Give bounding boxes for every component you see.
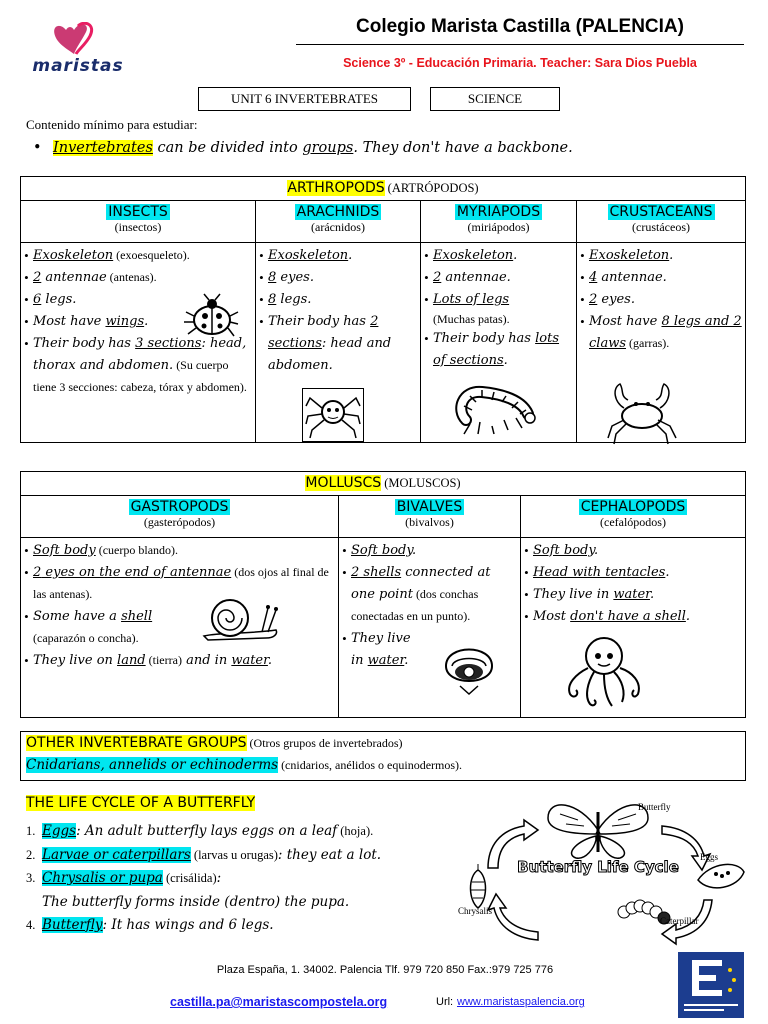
- unit-label: UNIT 6 INVERTEBRATES: [198, 87, 411, 111]
- fact-text-es: (Su cuerpo tiene 3 secciones: cabeza, tórax y abdomen).: [33, 358, 247, 394]
- list-item: [580, 289, 742, 311]
- fact-term: 6: [33, 292, 42, 307]
- fact-text: .: [503, 353, 508, 368]
- list-item: [24, 245, 252, 267]
- step-text-es: (larvas u orugas): [190, 847, 278, 862]
- label-chrysalis: Chrysalis: [458, 906, 493, 916]
- school-title: Colegio Marista Castilla (PALENCIA): [356, 16, 684, 37]
- footer-address: Plaza España, 1. 34002. Palencia Tlf. 979 720 850 Fax.:979 725 776: [216, 964, 554, 976]
- intro-term: Invertebrates: [53, 140, 153, 156]
- subject-label: SCIENCE: [430, 87, 560, 111]
- fact-text-es: (caparazón o concha).: [33, 631, 139, 645]
- fact-text: .: [144, 314, 149, 329]
- list-item: [524, 562, 742, 584]
- list-item: [259, 267, 417, 289]
- list-item: [580, 245, 742, 267]
- myriapods-header: [421, 201, 577, 243]
- list-item: [524, 540, 742, 562]
- fact-text: .: [685, 609, 690, 624]
- fact-text: Their body has: [33, 336, 136, 351]
- fact-text: .: [267, 653, 273, 668]
- myriapods-name-es: (miriápodos): [467, 220, 530, 234]
- fact-term: Exoskeleton: [268, 248, 349, 263]
- fact-term: 2: [33, 270, 42, 285]
- step-text: The butterfly forms inside (dentro) the pupa.: [42, 893, 350, 910]
- step-term: Eggs: [42, 823, 77, 839]
- molluscs-title-es: (MOLUSCOS): [384, 476, 461, 490]
- crab-icon: [606, 378, 678, 446]
- fact-text: eyes.: [597, 292, 635, 307]
- list-item: [424, 245, 573, 267]
- list-item: [26, 820, 381, 844]
- fact-text: antennae.: [441, 270, 511, 285]
- step-term: Chrysalis or pupa: [42, 870, 163, 886]
- step-text: : An adult butterfly lays eggs on a leaf: [76, 823, 338, 839]
- fact-text: .: [348, 248, 353, 263]
- list-item: [580, 311, 742, 355]
- step-number: 4.: [26, 918, 36, 932]
- insects-name: INSECTS: [108, 204, 168, 220]
- fact-text: .: [513, 248, 518, 263]
- intro-mid: can be divided into: [152, 140, 303, 156]
- fact-term: wings: [105, 314, 145, 329]
- fact-term: 2: [589, 292, 598, 307]
- bivalves-name: BIVALVES: [396, 499, 463, 515]
- life-cycle-title: THE LIFE CYCLE OF A BUTTERFLY: [26, 795, 256, 811]
- other-groups-heading: [26, 735, 403, 751]
- step-number: 1.: [26, 824, 36, 838]
- fact-term: Lots of legs: [433, 292, 510, 307]
- fact-text: (exoesqueleto).: [113, 248, 190, 262]
- fact-text: They live in: [533, 587, 614, 602]
- heart-logo-icon: [28, 22, 128, 58]
- list-item: [26, 844, 381, 868]
- fact-term: Soft body: [533, 543, 594, 558]
- footer-email-link[interactable]: castilla.pa@maristascompostela.org: [170, 995, 388, 1009]
- other-groups-title-es: (Otros grupos de invertebrados): [246, 736, 403, 750]
- logo-text: maristas: [32, 56, 124, 76]
- fact-text-es: (Muchas patas).: [433, 312, 510, 326]
- fact-term: land: [117, 653, 146, 668]
- list-item: [24, 540, 335, 562]
- leaf-eggs-icon: [698, 864, 744, 887]
- list-item: [24, 606, 174, 650]
- insects-facts: [21, 243, 256, 443]
- fact-text: Their body has: [268, 314, 371, 329]
- list-item: [24, 267, 252, 289]
- fact-text: .: [594, 543, 599, 558]
- maristas-logo: [28, 22, 128, 82]
- chrysalis-icon: [471, 864, 486, 908]
- fact-text: .: [669, 248, 674, 263]
- list-item: [259, 245, 417, 267]
- gastropods-header: [21, 496, 339, 538]
- arachnids-name-es: (arácnidos): [311, 220, 365, 234]
- fact-term: 3 sections: [135, 336, 202, 351]
- snail-icon: [200, 590, 280, 642]
- excellence-badge: [678, 952, 744, 1018]
- list-item: [342, 628, 412, 672]
- bivalves-header: [339, 496, 521, 538]
- min-content-heading: Contenido mínimo para estudiar:: [26, 117, 198, 132]
- insects-name-es: (insectos): [114, 220, 162, 234]
- fact-text: Some have a: [33, 609, 122, 624]
- fact-term: shell: [121, 609, 153, 624]
- list-item: [524, 584, 742, 606]
- fact-text: They live on: [33, 653, 118, 668]
- bivalves-name-es: (bivalvos): [405, 515, 454, 529]
- list-item: [24, 333, 252, 399]
- fact-text-es: (cuerpo blando).: [95, 543, 179, 557]
- arthropods-header: [21, 177, 746, 201]
- excellence-e-icon: [678, 952, 744, 1018]
- list-item: [26, 914, 381, 938]
- list-item: [424, 267, 573, 289]
- other-groups-list: [26, 757, 462, 773]
- list-item: [259, 289, 417, 311]
- fact-text-es: (garras).: [626, 336, 670, 350]
- fact-term: Exoskeleton: [589, 248, 670, 263]
- octopus-icon: [560, 634, 648, 710]
- list-item: [26, 867, 381, 891]
- list-item: [580, 267, 742, 289]
- fact-term: Exoskeleton: [433, 248, 514, 263]
- fact-term: water: [231, 653, 268, 668]
- header-divider: [296, 44, 744, 45]
- bullet: •: [33, 140, 42, 156]
- crustaceans-header: [577, 201, 746, 243]
- label-caterpillar: Caterpillar: [660, 916, 699, 926]
- centipede-icon: [452, 380, 538, 436]
- fact-term: 2 sections: [268, 314, 379, 351]
- diagram-center-title: Butterfly Life Cycle: [517, 858, 679, 876]
- gastropods-name: GASTROPODS: [130, 499, 229, 515]
- fact-text: : head and abdomen.: [268, 336, 392, 373]
- fact-term: 2 shells: [351, 565, 402, 580]
- clam-icon: [440, 636, 498, 696]
- fact-text-es: (dos conchas conectadas en un punto).: [351, 587, 479, 623]
- step-term: Larvae or caterpillars: [42, 846, 191, 863]
- list-item: [424, 328, 573, 372]
- label-eggs: Eggs: [700, 852, 718, 862]
- other-groups-title: OTHER INVERTEBRATE GROUPS: [26, 735, 247, 751]
- step-number: 2.: [26, 847, 36, 862]
- fact-text: eyes.: [276, 270, 314, 285]
- fact-text: legs.: [41, 292, 77, 307]
- butterfly-icon: [548, 805, 648, 858]
- intro-term2: groups: [302, 140, 354, 156]
- fact-text: Most: [533, 609, 571, 624]
- fact-text: and in: [181, 653, 232, 668]
- step-text: :: [216, 870, 222, 886]
- arthropods-title-es: (ARTRÓPODOS): [387, 181, 479, 195]
- molluscs-header: [21, 472, 746, 496]
- other-groups-names-es: (cnidarios, anélidos o equinodermos).: [278, 758, 463, 772]
- arthropods-title: ARTHROPODS: [287, 180, 385, 196]
- fact-text-es: (tierra): [145, 653, 182, 667]
- list-item: [524, 606, 742, 628]
- fact-text: antennae.: [597, 270, 667, 285]
- footer-url-label: Url:: [436, 996, 454, 1008]
- fact-term: Head with tentacles: [533, 565, 666, 580]
- step-number: 3.: [26, 871, 36, 885]
- fact-text: Most have: [589, 314, 662, 329]
- insects-header: [21, 201, 256, 243]
- list-item: [342, 540, 517, 562]
- step-text-es: (crisálida): [162, 871, 217, 885]
- fact-text-es: (antenas).: [106, 270, 157, 284]
- list-item: [342, 562, 517, 628]
- cephalopods-header: [521, 496, 746, 538]
- intro-tail: . They don't have a backbone.: [353, 140, 573, 156]
- fact-term: Soft body: [351, 543, 412, 558]
- fact-term: 8 legs and 2 claws: [589, 314, 742, 351]
- gastropods-name-es: (gasterópodos): [143, 515, 216, 529]
- fact-term: lots of sections: [433, 331, 560, 368]
- fact-term: 8: [268, 292, 277, 307]
- life-cycle-steps: [26, 820, 381, 938]
- label-butterfly: Butterfly: [638, 802, 671, 812]
- fact-text: legs.: [276, 292, 312, 307]
- ladybug-icon: [180, 292, 240, 340]
- fact-text: .: [412, 543, 417, 558]
- list-item: [424, 289, 573, 328]
- gastropods-facts: [21, 538, 339, 718]
- intro-sentence: [33, 140, 573, 156]
- cephalopods-name: CEPHALOPODS: [580, 499, 686, 515]
- fact-text: Most have: [33, 314, 106, 329]
- cephalopods-name-es: (cefalópodos): [600, 515, 666, 529]
- list-item: [24, 650, 335, 672]
- fact-text: Their body has: [433, 331, 536, 346]
- myriapods-name: MYRIAPODS: [456, 204, 541, 220]
- fact-text: .: [665, 565, 670, 580]
- step-text: : they eat a lot.: [277, 846, 382, 863]
- molluscs-title: MOLLUSCS: [305, 475, 382, 491]
- fact-term: don't have a shell: [570, 609, 686, 624]
- fact-text: connected at one point: [351, 565, 491, 602]
- fact-text: : head, thorax and abdomen.: [33, 336, 247, 373]
- crustaceans-name-es: (crustáceos): [632, 220, 690, 234]
- fact-term: 2: [33, 565, 42, 580]
- spider-icon: [302, 388, 364, 442]
- fact-term: eyes on the end of antennae: [41, 565, 232, 580]
- step-text: : It has wings and 6 legs.: [102, 917, 274, 933]
- step-term: Butterfly: [42, 917, 103, 933]
- fact-text: They live in: [351, 631, 411, 668]
- fact-term: Soft body: [33, 543, 96, 558]
- list-item: [24, 562, 335, 606]
- list-item: [259, 311, 417, 377]
- fact-text: antennae: [41, 270, 107, 285]
- fact-text: .: [649, 587, 655, 602]
- crustaceans-name: CRUSTACEANS: [609, 204, 713, 220]
- fact-term: Exoskeleton: [33, 248, 114, 263]
- list-item: [26, 891, 381, 915]
- arachnids-name: ARACHNIDS: [296, 204, 380, 220]
- fact-term: 4: [589, 270, 598, 285]
- fact-term: water: [367, 653, 405, 668]
- butterfly-life-cycle-diagram: [448, 790, 748, 950]
- fact-text: .: [404, 653, 409, 668]
- fact-text-es: (dos ojos al final de las antenas).: [33, 565, 329, 601]
- step-text-es: (hoja).: [337, 824, 374, 838]
- fact-term: 2: [433, 270, 442, 285]
- fact-term: water: [613, 587, 650, 602]
- arachnids-header: [256, 201, 421, 243]
- fact-term: 8: [268, 270, 277, 285]
- other-groups-names: Cnidarians, annelids or echinoderms: [26, 757, 279, 773]
- course-subtitle: Science 3º - Educación Primaria. Teacher: Sara Dios Puebla: [343, 56, 697, 70]
- footer-url-link[interactable]: www.maristaspalencia.org: [457, 996, 585, 1008]
